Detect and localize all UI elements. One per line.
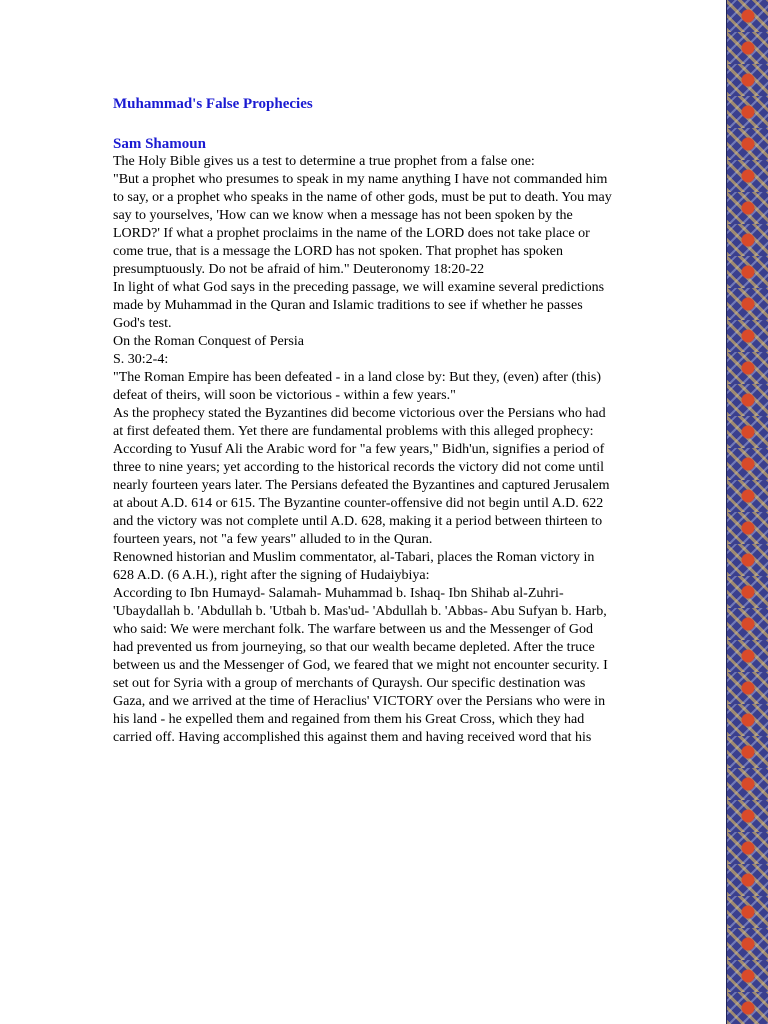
paragraph-prophecy-stated: As the prophecy stated the Byzantines did become victorious over the Persians who had at first defeated them. Yet there are fundamental problems with this alleged prophecy:	[113, 406, 606, 439]
paragraph-light-of-god: In light of what God says in the preceding passage, we will examine several predictions made by Muhammad in the Quran and Islamic traditions to see if whether he passes God's test.	[113, 280, 605, 331]
paragraph-surah-quote: "The Roman Empire has been defeated - in a land close by: But they, (even) after (this) defeat of theirs, will soon be victorious - within a few years."	[113, 370, 602, 403]
section-heading-roman-conquest: On the Roman Conquest of Persia	[113, 334, 304, 349]
document-title: Muhammad's False Prophecies	[113, 96, 313, 112]
paragraph-al-tabari: Renowned historian and Muslim commentator, al-Tabari, places the Roman victory in 628 A.D. (6 A.H.), right after the signing of Hudaiybiya:	[113, 550, 595, 583]
document-author: Sam Shamoun	[113, 136, 206, 152]
paragraph-yusuf-ali: According to Yusuf Ali the Arabic word for "a few years," Bidh'un, signifies a period of three to nine years; yet according to the historical records the victory did not come until nearly fourteen years later. The Persians defeated the Byzantines and captured Jerusalem at about A.D. 614 or 615. The Byzantine counter-offensive did not begin until A.D. 622 and the victory was not complete until A.D. 628, making it a period between thirteen to fourteen years, not "a few years" alluded to in the Quran.	[113, 442, 610, 547]
paragraph-deuteronomy-quote: "But a prophet who presumes to speak in my name anything I have not commanded him to say, or a prophet who speaks in the name of other gods, must be put to death. You may say to yourselves, 'How can we know when a message has not been spoken by the LORD?' If what a prophet proclaims in the name of the LORD does not take place or come true, that is a message the LORD has not spoken. That prophet has spoken presumptuously. Do not be afraid of him." Deuteronomy 18:20-22	[113, 172, 612, 277]
paragraph-surah-reference: S. 30:2-4:	[113, 352, 169, 367]
decorative-border	[726, 0, 768, 1024]
paragraph-intro: The Holy Bible gives us a test to determine a true prophet from a false one:	[113, 154, 535, 169]
document-body	[113, 95, 658, 747]
paragraph-ibn-humayd: According to Ibn Humayd- Salamah- Muhammad b. Ishaq- Ibn Shihab al-Zuhri- 'Ubaydallah b. 'Abdullah b. 'Utbah b. Mas'ud- 'Abdullah b. 'Abbas- Abu Sufyan b. Harb, who said: We were merchant folk. The warfare between us and the Messenger of God had prevented us from journeying, so that our wealth became depleted. After the truce between us and the Messenger of God, we feared that we might not encounter security. I set out for Syria with a group of merchants of Quraysh. Our specific destination was Gaza, and we arrived at the time of Heraclius' VICTORY over the Persians who were in his land - he expelled them and regained from them his Great Cross, which they had carried off. Having accomplished this against them and having received word that his	[113, 586, 608, 745]
